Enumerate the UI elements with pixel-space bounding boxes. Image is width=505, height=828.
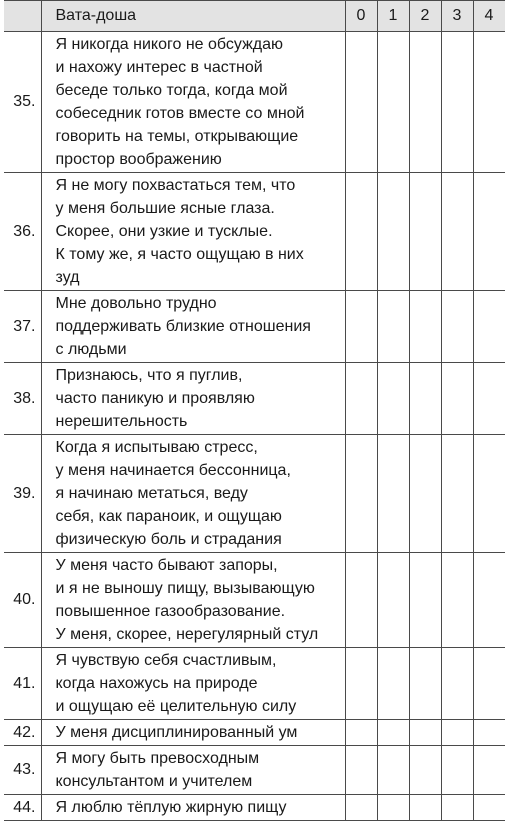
statement-line: и я не выношу пищу, вызывающую: [55, 580, 315, 597]
score-cell-3[interactable]: [441, 648, 473, 720]
statement-line: Я никогда никого не обсуждаю: [55, 36, 284, 53]
question-number: 44.: [4, 795, 41, 821]
question-statement: [41, 435, 345, 553]
question-statement: [41, 363, 345, 435]
score-cell-1[interactable]: [377, 173, 409, 291]
score-cell-1[interactable]: [377, 435, 409, 553]
statement-line: физическую боль и страдания: [55, 531, 282, 548]
statement-line: беседе только тогда, когда мой: [55, 82, 288, 99]
score-cell-0[interactable]: [345, 553, 377, 648]
score-cell-0[interactable]: [345, 291, 377, 363]
statement-line: собеседник готов вместе со мной: [55, 105, 305, 122]
score-cell-0[interactable]: [345, 363, 377, 435]
table-row: [4, 720, 505, 746]
question-number: 37.: [4, 291, 41, 363]
statement-line: и ощущаю её целительную силу: [55, 698, 297, 715]
score-cell-3[interactable]: [441, 291, 473, 363]
statement-line: Мне довольно трудно: [55, 295, 217, 312]
table-row: [4, 795, 505, 821]
score-cell-2[interactable]: [409, 291, 441, 363]
question-statement: [41, 553, 345, 648]
score-cell-1[interactable]: [377, 291, 409, 363]
score-cell-2[interactable]: [409, 363, 441, 435]
score-cell-3[interactable]: [441, 435, 473, 553]
question-number: 43.: [4, 746, 41, 795]
question-statement: [41, 648, 345, 720]
score-cell-3[interactable]: [441, 32, 473, 173]
score-cell-1[interactable]: [377, 363, 409, 435]
question-number: 39.: [4, 435, 41, 553]
score-cell-4[interactable]: [473, 173, 505, 291]
score-cell-3[interactable]: [441, 363, 473, 435]
statement-line: У меня, скорее, нерегулярный стул: [55, 626, 319, 643]
score-cell-4[interactable]: [473, 291, 505, 363]
statement-line: Я не могу похвастаться тем, что: [55, 177, 296, 194]
statement-line: К тому же, я часто ощущаю в них: [55, 246, 304, 263]
score-cell-1[interactable]: [377, 795, 409, 821]
question-statement: [41, 32, 345, 173]
score-cell-1[interactable]: [377, 553, 409, 648]
table-row: [4, 435, 505, 553]
question-statement: [41, 795, 345, 821]
table-title: Вата-доша: [41, 1, 345, 32]
table-row: [4, 363, 505, 435]
score-cell-4[interactable]: [473, 32, 505, 173]
score-cell-2[interactable]: [409, 720, 441, 746]
score-cell-4[interactable]: [473, 553, 505, 648]
score-cell-4[interactable]: [473, 720, 505, 746]
statement-line: Признаюсь, что я пуглив,: [55, 367, 243, 384]
score-cell-1[interactable]: [377, 648, 409, 720]
score-header-1: 1: [377, 1, 409, 32]
statement-line: поддерживать близкие отношения: [55, 318, 311, 335]
question-statement: [41, 746, 345, 795]
score-cell-0[interactable]: [345, 32, 377, 173]
question-number: 38.: [4, 363, 41, 435]
question-number: 42.: [4, 720, 41, 746]
statement-line: Когда я испытываю стресс,: [55, 439, 258, 456]
question-number: 41.: [4, 648, 41, 720]
statement-line: у меня большие ясные глаза.: [55, 200, 275, 217]
score-cell-4[interactable]: [473, 363, 505, 435]
statement-line: Я могу быть превосходным: [55, 750, 260, 767]
score-header-4: 4: [473, 1, 505, 32]
statement-line: и нахожу интерес в частной: [55, 59, 263, 76]
score-cell-0[interactable]: [345, 720, 377, 746]
statement-line: У меня дисциплинированный ум: [55, 724, 298, 741]
score-cell-1[interactable]: [377, 746, 409, 795]
number-column-header: [4, 1, 41, 32]
statement-line: себя, как параноик, и ощущаю: [55, 508, 282, 525]
statement-line: с людьми: [55, 341, 127, 358]
statement-line: я начинаю метаться, веду: [55, 485, 248, 502]
table-row: [4, 32, 505, 173]
score-cell-3[interactable]: [441, 795, 473, 821]
statement-line: У меня часто бывают запоры,: [55, 557, 278, 574]
score-cell-4[interactable]: [473, 648, 505, 720]
score-cell-0[interactable]: [345, 795, 377, 821]
score-cell-2[interactable]: [409, 795, 441, 821]
statement-line: когда нахожусь на природе: [55, 675, 258, 692]
statement-line: повышенное газообразование.: [55, 603, 286, 620]
score-cell-0[interactable]: [345, 746, 377, 795]
table-row: [4, 173, 505, 291]
table-row: [4, 553, 505, 648]
table-row: [4, 746, 505, 795]
statement-line: Скорее, они узкие и тусклые.: [55, 223, 273, 240]
score-cell-4[interactable]: [473, 746, 505, 795]
question-statement: [41, 291, 345, 363]
statement-line: нерешительность: [55, 413, 188, 430]
statement-line: говорить на темы, открывающие: [55, 128, 299, 145]
vata-dosha-table: [4, 0, 505, 821]
question-number: 40.: [4, 553, 41, 648]
score-header-0: 0: [345, 1, 377, 32]
question-statement: [41, 720, 345, 746]
score-cell-2[interactable]: [409, 435, 441, 553]
score-cell-2[interactable]: [409, 746, 441, 795]
statement-line: Я чувствую себя счастливым,: [55, 652, 277, 669]
score-cell-3[interactable]: [441, 553, 473, 648]
score-cell-2[interactable]: [409, 648, 441, 720]
score-cell-0[interactable]: [345, 173, 377, 291]
score-cell-2[interactable]: [409, 32, 441, 173]
score-cell-3[interactable]: [441, 746, 473, 795]
score-cell-4[interactable]: [473, 795, 505, 821]
score-cell-0[interactable]: [345, 648, 377, 720]
table-row: [4, 291, 505, 363]
score-cell-1[interactable]: [377, 32, 409, 173]
question-number: 36.: [4, 173, 41, 291]
question-number: 35.: [4, 32, 41, 173]
score-header-2: 2: [409, 1, 441, 32]
statement-line: простор воображению: [55, 151, 222, 168]
statement-line: Я люблю тёплую жирную пищу: [55, 799, 287, 816]
score-cell-0[interactable]: [345, 435, 377, 553]
statement-line: часто паникую и проявляю: [55, 390, 255, 407]
score-cell-1[interactable]: [377, 720, 409, 746]
score-header-3: 3: [441, 1, 473, 32]
score-cell-4[interactable]: [473, 435, 505, 553]
table-row: [4, 648, 505, 720]
score-cell-3[interactable]: [441, 173, 473, 291]
score-cell-2[interactable]: [409, 553, 441, 648]
statement-line: зуд: [55, 269, 80, 286]
statement-line: у меня начинается бессонница,: [55, 462, 291, 479]
table-header-row: [4, 1, 505, 32]
question-statement: [41, 173, 345, 291]
statement-line: консультантом и учителем: [55, 773, 253, 790]
score-cell-2[interactable]: [409, 173, 441, 291]
score-cell-3[interactable]: [441, 720, 473, 746]
